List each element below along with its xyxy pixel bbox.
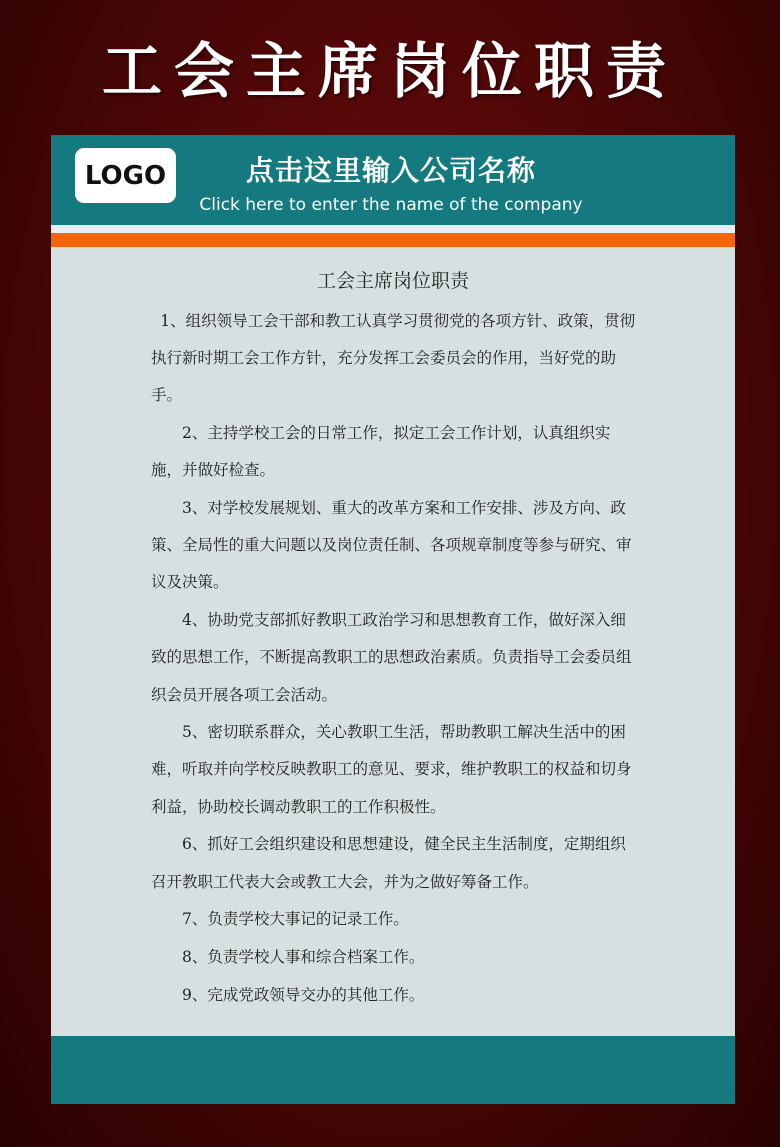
duty-paragraph-1: 1、组织领导工会干部和教工认真学习贯彻党的各项方针、政策，贯彻执行新时期工会工作方针，充分发挥工会委员会的作用，当好党的助手。: [151, 312, 636, 405]
document-board: [51, 135, 735, 1104]
duty-paragraph-6: 6、抓好工会组织建设和思想建设，健全民主生活制度，定期组织召开教职工代表大会或教工大会，并为之做好筹备工作。: [151, 835, 626, 891]
poster-title: 工会主席岗位职责: [102, 37, 678, 107]
duty-paragraph-7: 7、负责学校大事记的记录工作。: [182, 910, 409, 929]
company-name-en[interactable]: Click here to enter the name of the company: [199, 195, 583, 215]
logo-placeholder[interactable]: LOGO: [75, 148, 176, 203]
document-body: [151, 303, 636, 1014]
duty-paragraph-3: 3、对学校发展规划、重大的改革方案和工作安排、涉及方向、政策、全局性的重大问题以及岗位责任制、各项规章制度等参与研究、审议及决策。: [151, 499, 632, 592]
duty-paragraph-5: 5、密切联系群众，关心教职工生活，帮助教职工解决生活中的困难，听取并向学校反映教职工的意见、要求，维护教职工的权益和切身利益，协助校长调动教职工的工作积极性。: [151, 723, 632, 816]
document-title: 工会主席岗位职责: [316, 270, 469, 292]
duty-paragraph-4: 4、协助党支部抓好教职工政治学习和思想教育工作，做好深入细致的思想工作，不断提高教职工的思想政治素质。负责指导工会委员组织会员开展各项工会活动。: [151, 611, 632, 704]
duty-paragraph-8: 8、负责学校人事和综合档案工作。: [182, 947, 425, 966]
divider-stripe-orange: [51, 233, 735, 247]
duty-paragraph-2: 2、主持学校工会的日常工作，拟定工会工作计划，认真组织实施，并做好检查。: [151, 424, 611, 480]
board-header: [51, 135, 735, 225]
divider-stripe-light: [51, 225, 735, 233]
company-name-cn[interactable]: 点击这里输入公司名称: [245, 154, 536, 187]
board-footer: [51, 1036, 735, 1104]
duty-paragraph-9: 9、完成党政领导交办的其他工作。: [182, 985, 425, 1004]
